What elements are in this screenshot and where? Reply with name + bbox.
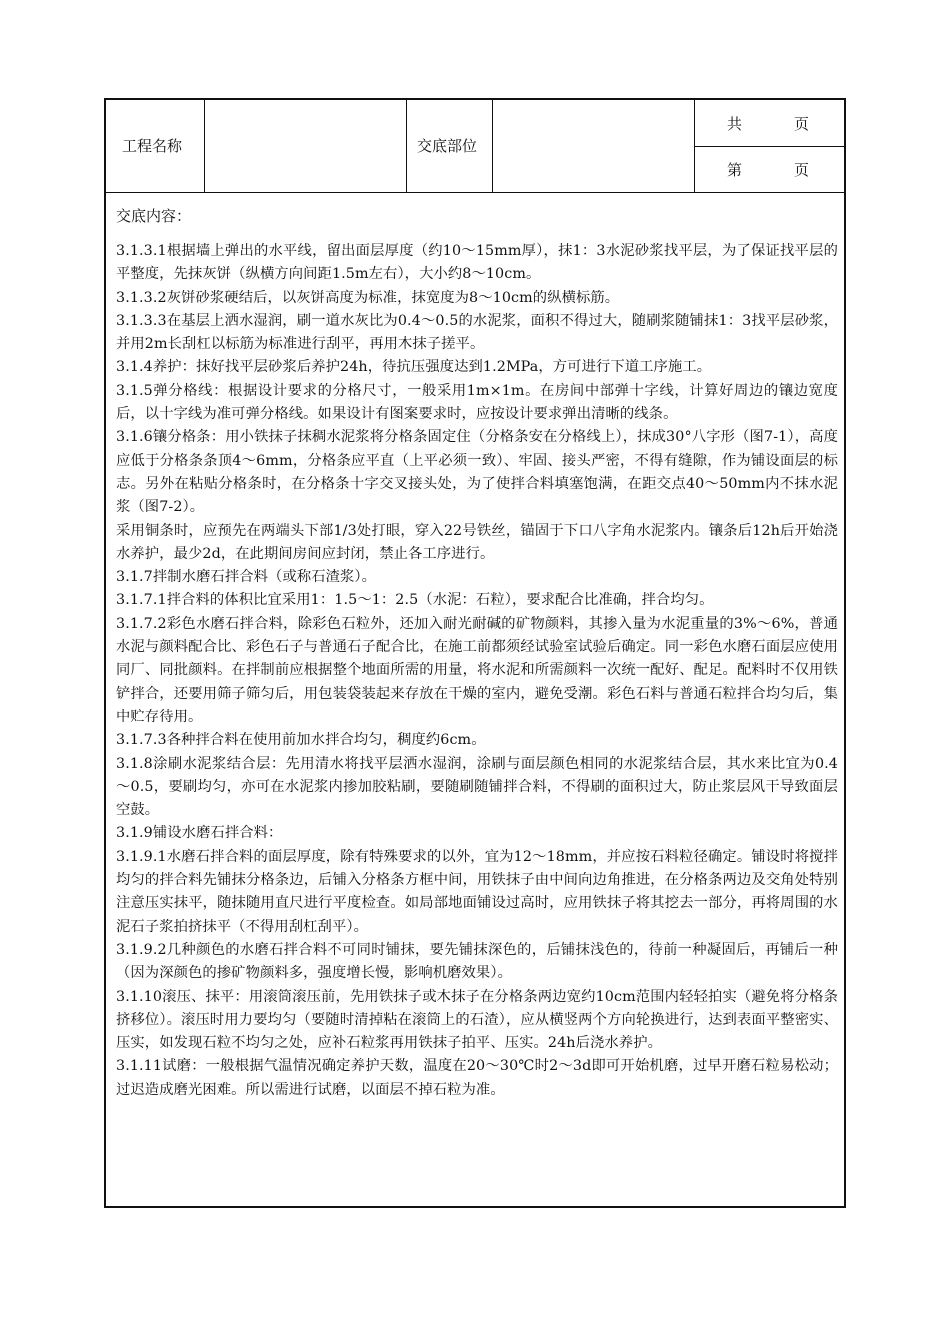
content-paragraph: 3.1.9.1水磨石拌合料的面层厚度，除有特殊要求的以外，宜为12～18mm，并应按石料粒径确定。铺设时将搅拌均匀的拌合料先铺抹分格条边，后铺入分格条方框中间，用铁抹子由中间向边角推进，在分格条两边及交角处特别注意压实抹平，随抹随用直尺进行平度检查。如局部地面铺设过高时，应用铁抹子将其挖去一部分，再将周围的水泥石子浆拍挤抹平（不得用刮杠刮平）。 [116,848,838,935]
page-number-label: 第 [727,161,743,179]
content-paragraph: 3.1.3.1根据墙上弹出的水平线，留出面层厚度（约10～15mm厚），抹1：3水泥砂浆找平层，为了保证找平层的平整度，先抹灰饼（纵横方向间距1.5m左右），大小约8～10cm。 [116,243,838,283]
page-number-unit: 页 [794,161,810,179]
content-paragraph: 3.1.7.1拌合料的体积比宜采用1：1.5～1：2.5（水泥：石粒），要求配合比准确，拌合均匀。 [116,592,714,609]
content-paragraph: 3.1.11试磨：一般根据气温情况确定养护天数，温度在20～30℃时2～3d即可开始机磨，过早开磨石粒易松动；过迟造成磨光困难。所以需进行试磨，以面层不掉石粒为准。 [116,1058,838,1098]
project-name-label: 工程名称 [122,137,183,155]
content-paragraph: 3.1.5弹分格线：根据设计要求的分格尺寸，一般采用1m×1m。在房间中部弹十字线，计算好周边的镶边宽度后，以十字线为准可弹分格线。如果设计有图案要求时，应按设计要求弹出清晰的线条。 [116,382,838,423]
content-paragraph: 3.1.3.2灰饼砂浆硬结后，以灰饼高度为标准，抹宽度为8～10cm的纵横标筋。 [116,289,620,306]
form-header [106,100,844,193]
content-paragraph: 3.1.8涂刷水泥浆结合层：先用清水将找平层洒水湿润，涂刷与面层颜色相同的水泥浆结合层，其水来比宜为0.4～0.5，要刷均匀，亦可在水泥浆内掺加胶粘刷，要随刷随铺拌合料，不得刷的面积过大，防止浆层风干导致面层空鼓。 [116,755,838,819]
content-paragraph: 3.1.3.3在基层上洒水湿润，刷一道水灰比为0.4～0.5的水泥浆，面积不得过大，随刷浆随铺抹1：3找平层砂浆，并用2m长刮杠以标筋为标准进行刮平，再用木抹子搓平。 [116,312,838,353]
header-divider [694,146,844,147]
total-pages-unit: 页 [794,115,810,133]
content-paragraph: 3.1.9铺设水磨石拌合料： [116,825,283,842]
content-paragraphs [116,240,838,1102]
content-heading: 交底内容： [116,207,192,225]
header-divider [492,100,493,192]
handover-location-label: 交底部位 [417,137,478,155]
content-paragraph: 3.1.6镶分格条：用小铁抹子抹稠水泥浆将分格条固定住（分格条安在分格线上），抹成30°八字形（图7-1），高度应低于分格条条顶4～6mm，分格条应平直（上平必须一致）、牢固、接头严密，不得有缝隙，作为铺设面层的标志。另外在粘贴分格条时，在分格条十字交叉接头处，为了使拌合料填塞饱满，在距交点40～50mm内不抹水泥浆（图7-2）。 [116,429,838,516]
content-paragraph: 3.1.7.3各种拌合料在使用前加水拌合均匀，稠度约6cm。 [116,732,486,749]
content-paragraph: 3.1.7.2彩色水磨石拌合料，除彩色石粒外，还加入耐光耐碱的矿物颜料，其掺入量为水泥重量的3%～6%，普通水泥与颜料配合比、彩色石子与普通石子配合比，在施工前都须经试验室试验后确定。同一彩色水磨石面层应使用同厂、同批颜料。在拌制前应根据整个地面所需的用量，将水泥和所需颜料一次统一配好、配足。配料时不仅用铁铲拌合，还要用筛子筛匀后，用包装袋装起来存放在干燥的室内，避免受潮。彩色石料与普通石粒拌合均匀后，集中贮存待用。 [116,615,838,725]
content-paragraph: 3.1.10滚压、抹平：用滚筒滚压前，先用铁抹子或木抹子在分格条两边宽约10cm范围内轻轻拍实（避免将分格条挤移位）。滚压时用力要均匀（要随时清掉粘在滚筒上的石渣），应从横竖两个方向轮换进行，达到表面平整密实、压实，如发现石粒不均匀之处，应补石粒浆再用铁抹子拍平、压实。24h后浇水养护。 [116,988,838,1052]
content-paragraph: 3.1.9.2几种颜色的水磨石拌合料不可同时铺抹，要先铺抹深色的，后铺抹浅色的，待前一种凝固后，再铺后一种（因为深颜色的掺矿物颜料多，强度增长慢，影响机磨效果）。 [116,941,838,982]
content-paragraph: 3.1.4养护：抹好找平层砂浆后养护24h，待抗压强度达到1.2MPa，方可进行下道工序施工。 [116,359,712,376]
header-divider [204,100,205,192]
content-paragraph: 采用铜条时，应预先在两端头下部1/3处打眼，穿入22号铁丝，锚固于下口八字角水泥浆内。镶条后12h后开始浇水养护，最少2d，在此期间房间应封闭，禁止各工序进行。 [116,522,838,562]
content-paragraph: 3.1.7拌制水磨石拌合料（或称石渣浆）。 [116,569,377,586]
total-pages-label: 共 [727,115,743,133]
header-divider [406,100,407,192]
handover-form [104,98,846,1208]
